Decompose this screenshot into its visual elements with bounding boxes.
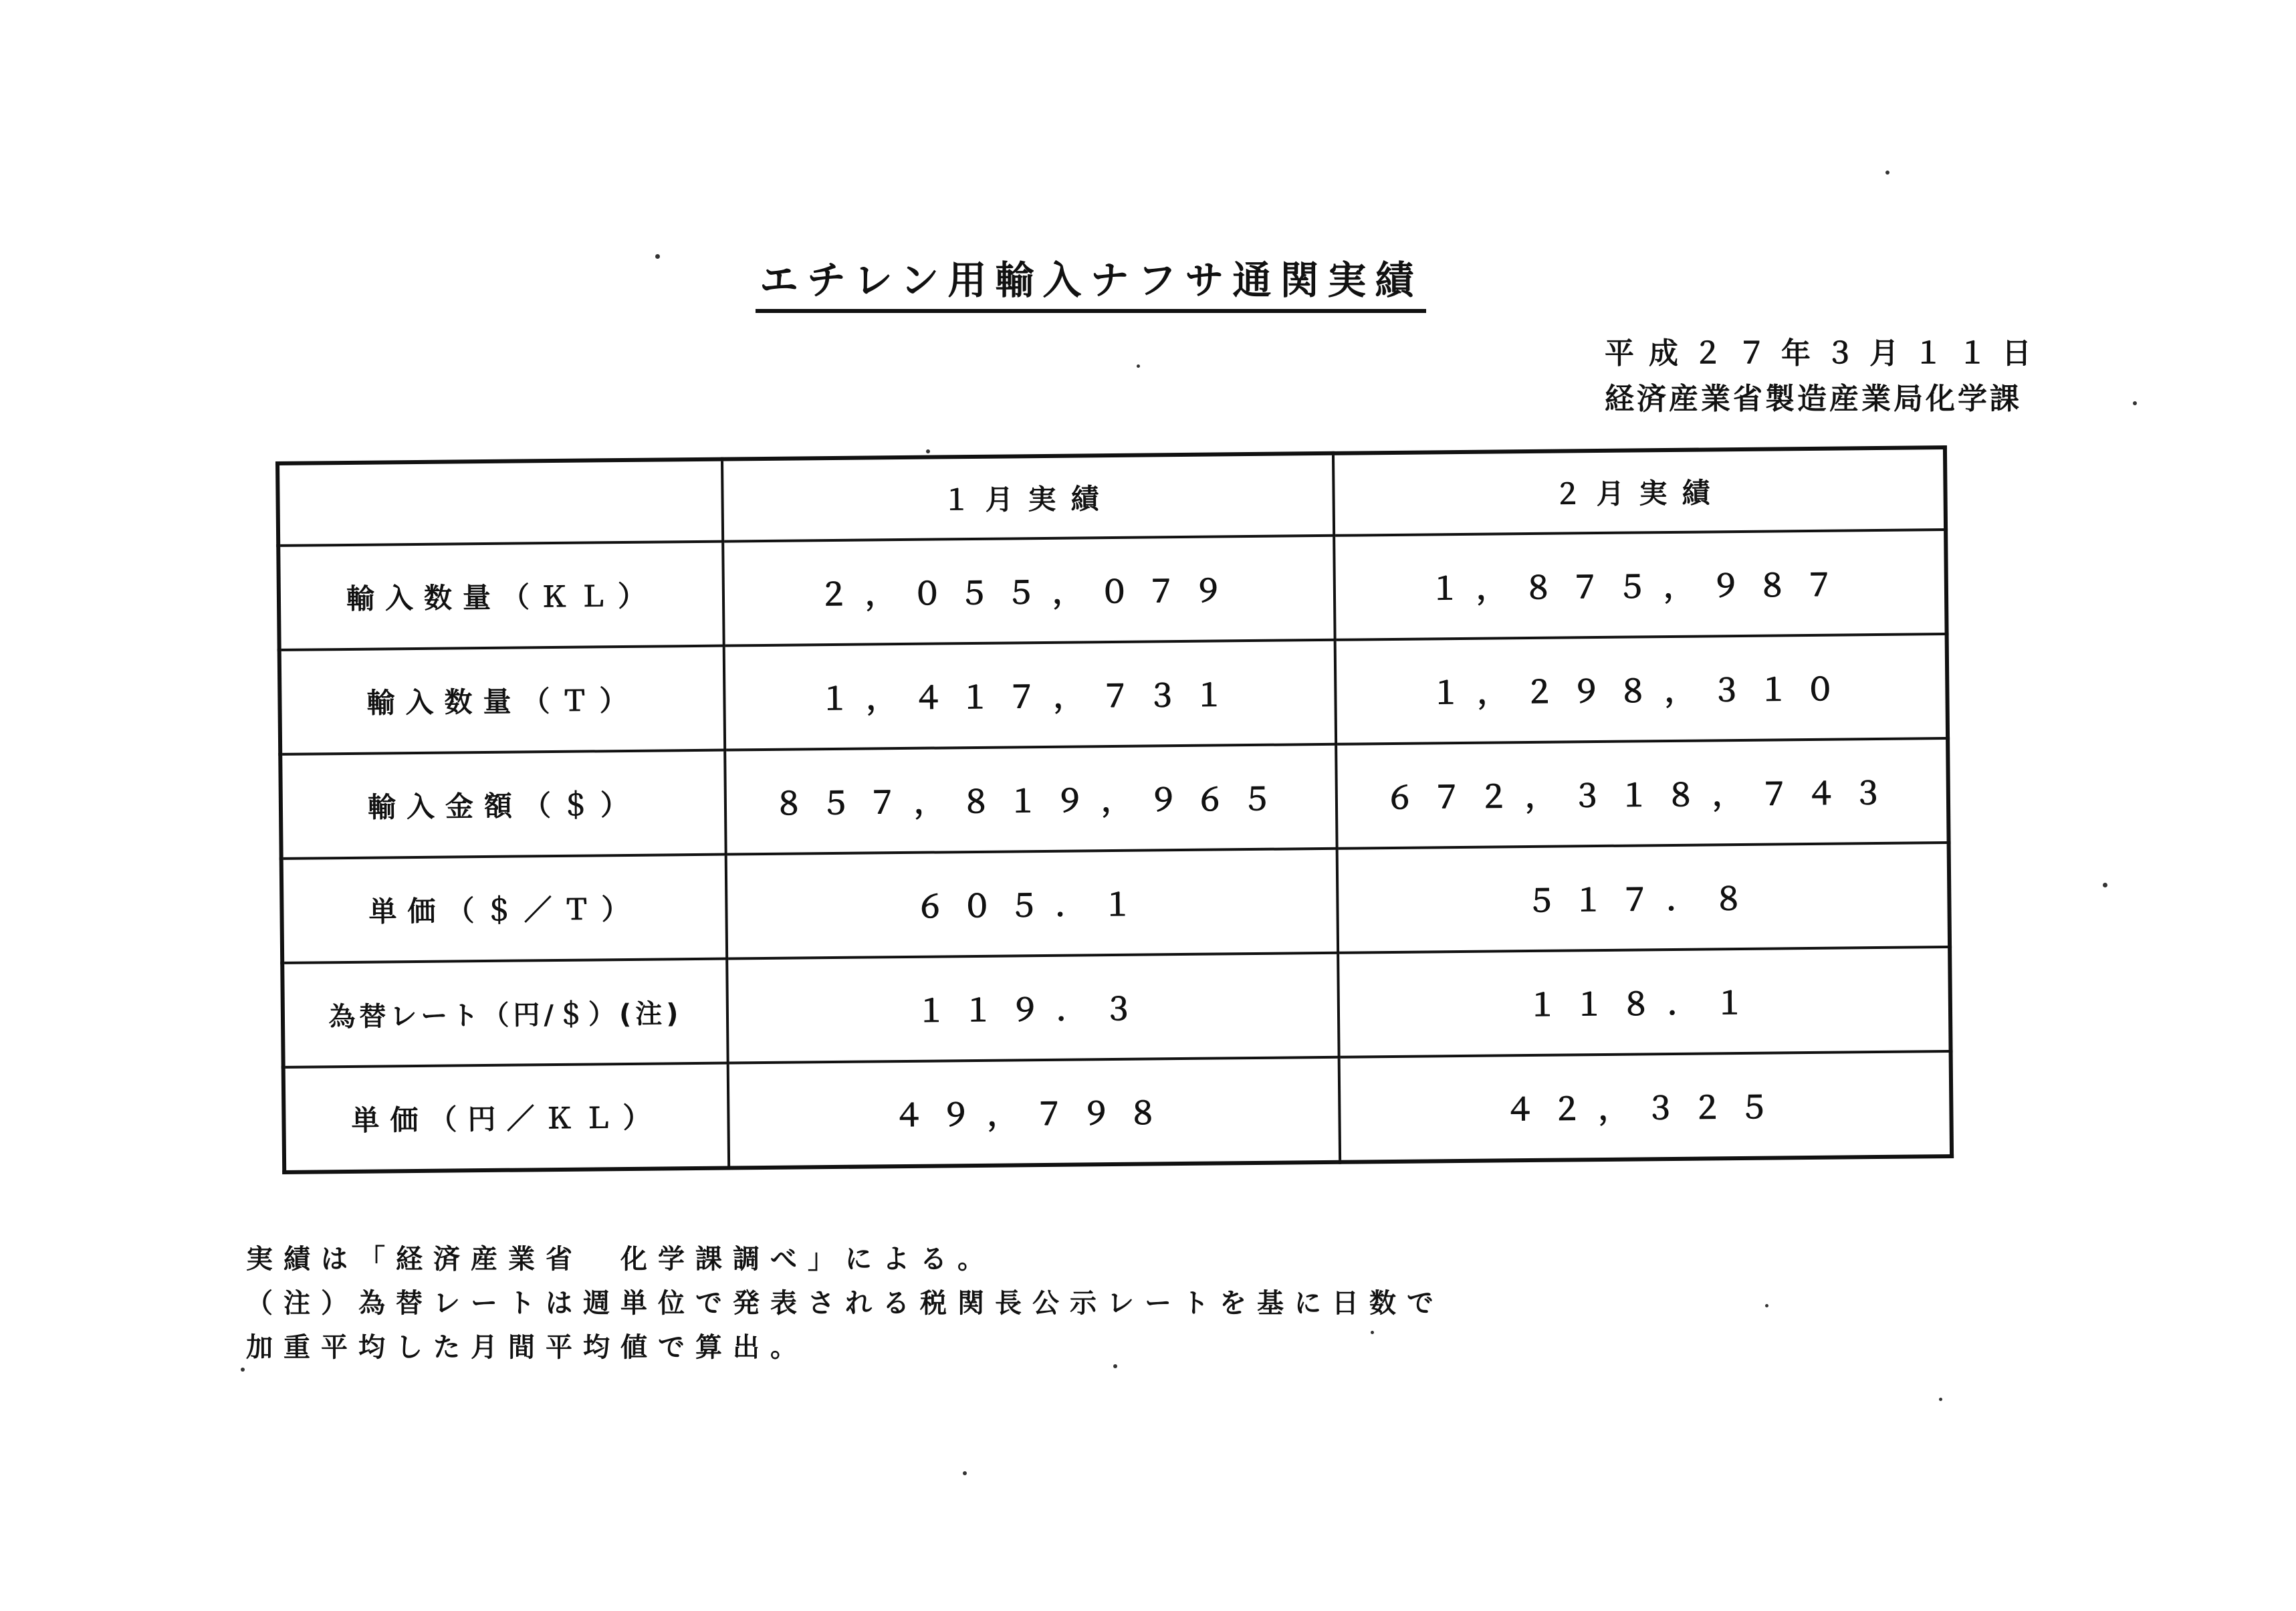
- scan-speck: [2133, 401, 2137, 405]
- document-title: エチレン用輸入ナフサ通関実績: [756, 249, 1426, 313]
- row-label: 輸入数量（Ｔ）: [279, 646, 725, 754]
- january-value: １１９．３: [727, 953, 1339, 1063]
- table-row: [278, 530, 1946, 650]
- row-label: 為替レート（円/＄）(注): [282, 959, 727, 1067]
- footnotes: [246, 1237, 1444, 1370]
- scan-speck: [926, 449, 930, 453]
- scan-speck: [655, 254, 660, 259]
- scan-speck: [963, 1471, 967, 1475]
- scan-speck: [241, 1368, 245, 1372]
- february-value: ５１７．８: [1337, 843, 1950, 953]
- table-row: [279, 634, 1948, 754]
- header-blank-cell: [277, 459, 723, 546]
- january-value: ８５７，８１９，９６５: [725, 744, 1337, 855]
- scan-speck: [1371, 1331, 1374, 1334]
- february-value: １，８７５，９８７: [1334, 530, 1947, 640]
- row-label: 単価（円／ＫＬ）: [283, 1063, 729, 1172]
- table-header-row: [277, 447, 1946, 546]
- february-value: ６７２，３１８，７４３: [1336, 738, 1949, 849]
- row-label: 輸入数量（ＫＬ）: [278, 542, 723, 650]
- table-row: [283, 1051, 1952, 1172]
- footnote-exchange-rate-cont: 加重平均した月間平均値で算出。: [246, 1332, 808, 1363]
- row-label: 単価（＄／Ｔ）: [281, 855, 727, 963]
- scan-speck: [2103, 883, 2107, 887]
- february-value: １１８．１: [1338, 947, 1951, 1057]
- issuing-organization: 経済産業省製造産業局化学課: [1605, 382, 2022, 416]
- scan-speck: [1939, 1398, 1942, 1401]
- document-date: 平成２７年３月１１日: [1605, 336, 2046, 370]
- header-february: ２月実績: [1333, 447, 1946, 536]
- february-value: ４２，３２５: [1339, 1051, 1952, 1162]
- scan-speck: [1765, 1304, 1768, 1307]
- january-value: １，４１７，７３１: [724, 640, 1336, 750]
- january-value: ６０５．１: [726, 849, 1338, 959]
- row-label: 輸入金額（＄）: [280, 750, 725, 859]
- table-row: [281, 843, 1950, 963]
- scan-speck: [1885, 171, 1889, 175]
- january-value: ２，０５５，０７９: [723, 536, 1335, 646]
- header-january: １月実績: [722, 453, 1334, 542]
- naphtha-import-table: [275, 445, 1954, 1174]
- february-value: １，２９８，３１０: [1335, 634, 1948, 744]
- scan-speck: [1113, 1364, 1117, 1368]
- footnote-exchange-rate: （注）為替レートは週単位で発表される税関長公示レートを基に日数で: [246, 1288, 1444, 1319]
- january-value: ４９，７９８: [728, 1057, 1340, 1168]
- table-row: [280, 738, 1948, 859]
- scan-speck: [1137, 364, 1140, 368]
- footnote-source: 実績は「経済産業省 化学課調べ」による。: [246, 1244, 995, 1275]
- table-row: [282, 947, 1950, 1067]
